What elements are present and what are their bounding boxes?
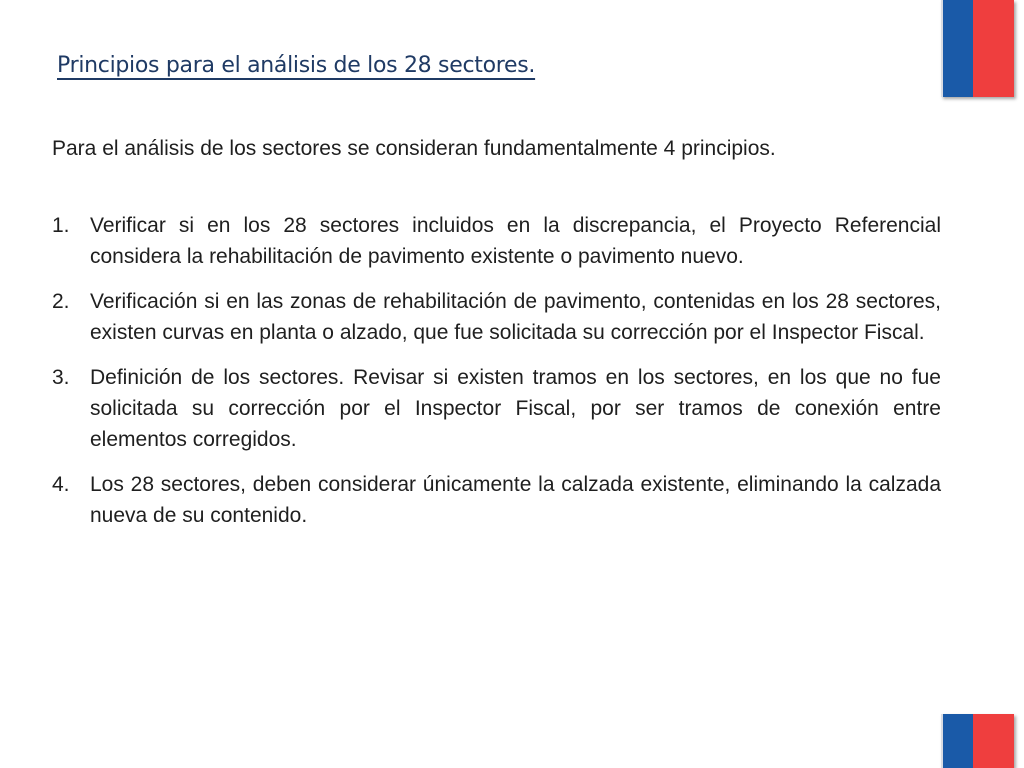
principle-number: 3. xyxy=(52,366,70,389)
principle-text: Los 28 sectores, deben considerar únicamente la calzada existente, eliminando la calzada nueva de su contenido. xyxy=(90,473,941,527)
principle-text: Definición de los sectores. Revisar si existen tramos en los sectores, en los que no fue solicitada su corrección por el Inspector Fiscal, por ser tramos de conexión entre elementos corregidos. xyxy=(90,366,941,451)
flag-red-band xyxy=(973,0,1014,97)
principle-text: Verificar si en los 28 sectores incluidos en la discrepancia, el Proyecto Referencial considera la rehabilitación de pavimento existente o pavimento nuevo. xyxy=(90,214,941,268)
flag-blue-band xyxy=(941,0,973,97)
principle-item xyxy=(52,210,941,272)
flag-decoration-top xyxy=(941,0,1014,97)
flag-blue-band xyxy=(941,714,973,768)
principle-item xyxy=(52,469,941,531)
flag-decoration-bottom xyxy=(941,714,1014,768)
principle-item xyxy=(52,286,941,348)
flag-red-band xyxy=(973,714,1014,768)
principle-item xyxy=(52,362,941,455)
slide-title: Principios para el análisis de los 28 sectores. xyxy=(57,53,536,78)
principle-text: Verificación si en las zonas de rehabilitación de pavimento, contenidas en los 28 sectores, existen curvas en planta o alzado, que fue solicitada su corrección por el Inspector Fiscal. xyxy=(90,290,941,344)
principle-number: 1. xyxy=(52,214,70,237)
principle-number: 2. xyxy=(52,290,70,313)
principles-list xyxy=(52,210,941,545)
intro-text: Para el análisis de los sectores se consideran fundamentalmente 4 principios. xyxy=(52,137,776,160)
principle-number: 4. xyxy=(52,473,70,496)
